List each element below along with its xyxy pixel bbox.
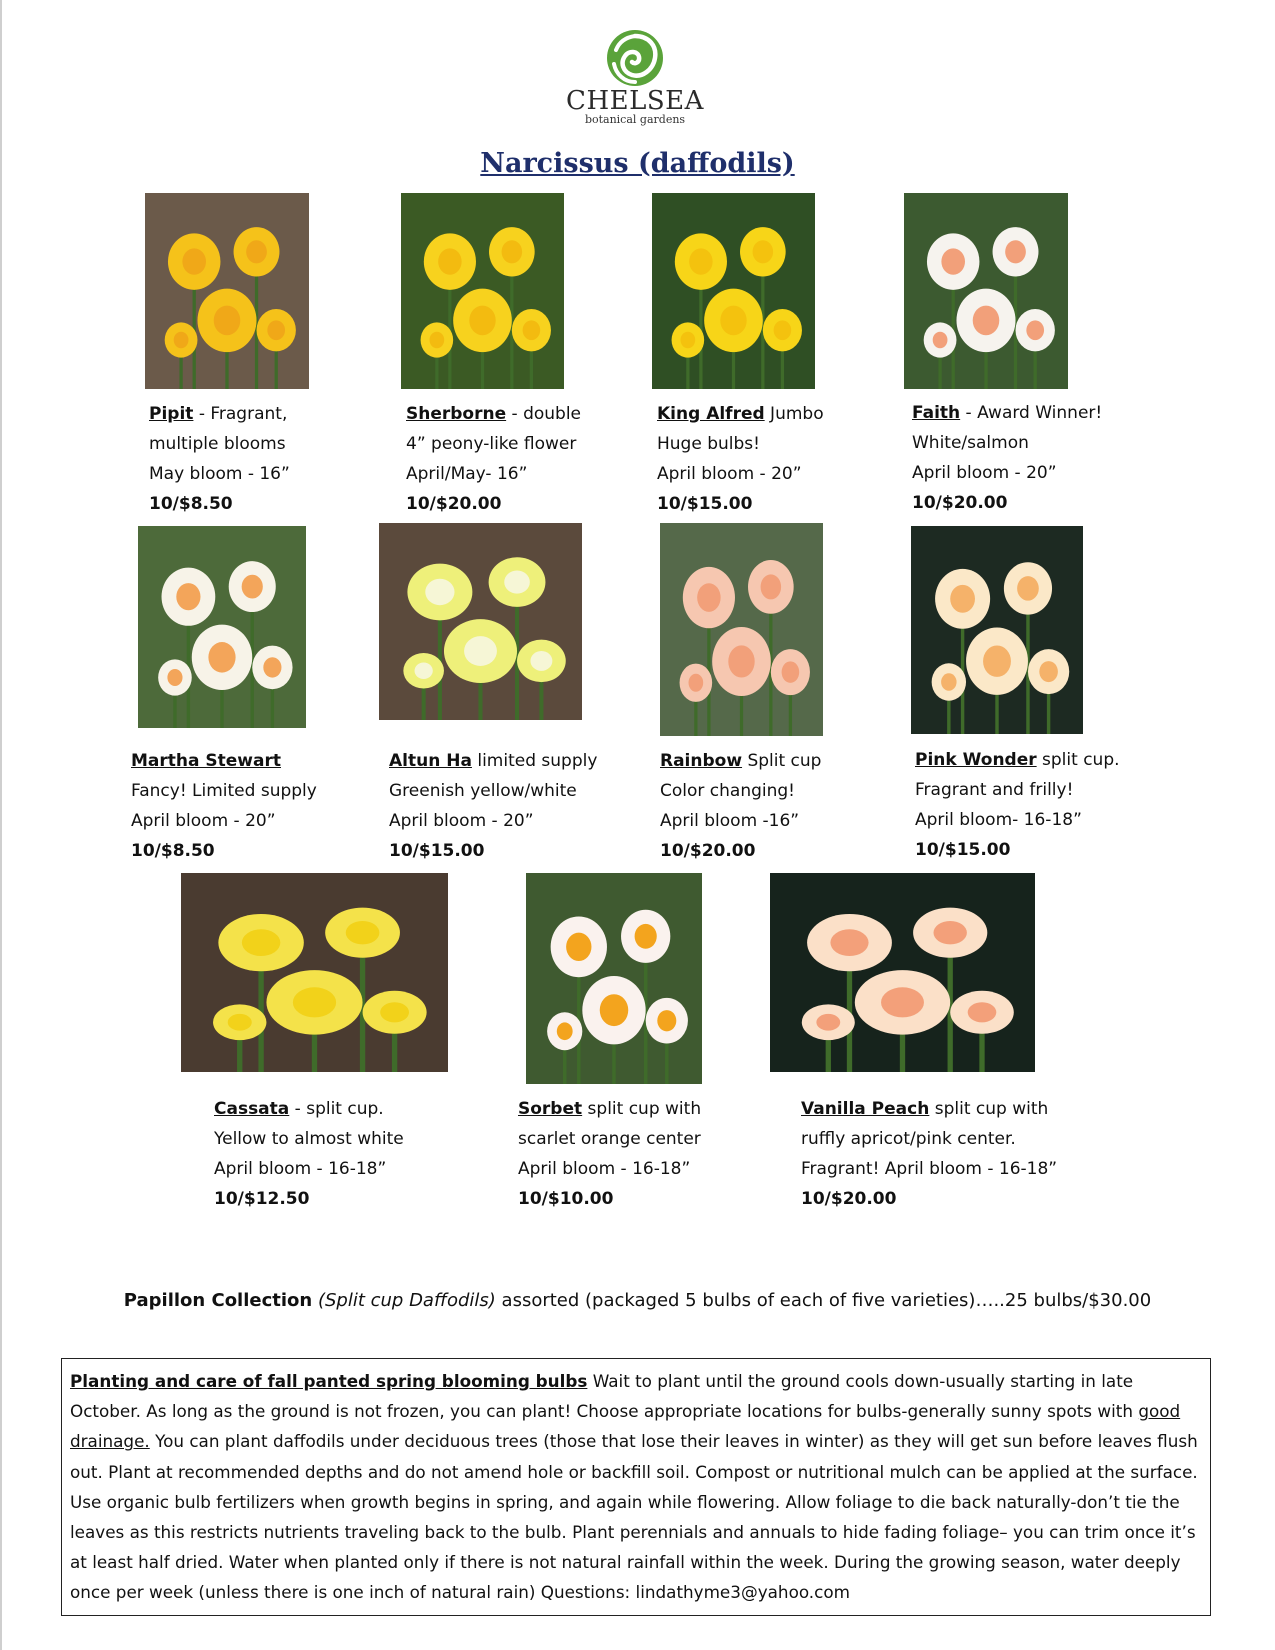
logo-subtitle: botanical gardens (584, 113, 686, 126)
daffodil-photo-icon (138, 526, 306, 728)
product-price: 10/$20.00 (801, 1189, 897, 1209)
product-name: Pipit (149, 404, 194, 424)
product-price: 10/$20.00 (406, 494, 502, 514)
collection-name: Papillon Collection (123, 1290, 313, 1311)
product-price: 10/$15.00 (915, 840, 1011, 860)
product-price: 10/$12.50 (214, 1189, 310, 1209)
daffodil-photo (145, 193, 309, 389)
product-name: Sorbet (518, 1099, 583, 1119)
product-name: Vanilla Peach (801, 1099, 930, 1119)
chelsea-logo (560, 28, 710, 126)
daffodil-photo-icon (911, 526, 1083, 734)
product-price: 10/$8.50 (149, 494, 233, 514)
care-title: Planting and care of fall panted spring blooming bulbs (70, 1371, 588, 1391)
page-edge (0, 0, 2, 1650)
daffodil-photo (181, 873, 448, 1072)
product-sherborne: Sherborne - double 4” peony-like flower April/May- 16” 10/$20.00 (406, 399, 581, 519)
papillon-collection (0, 1290, 1275, 1311)
daffodil-photo (526, 873, 702, 1084)
daffodil-photo (660, 523, 823, 736)
daffodil-photo (911, 526, 1083, 734)
product-price: 10/$20.00 (660, 841, 756, 861)
logo-name: CHELSEA (566, 86, 704, 116)
product-name: Sherborne (406, 404, 507, 424)
daffodil-photo (379, 523, 582, 720)
product-rainbow: Rainbow Split cup Color changing! April bloom -16” 10/$20.00 (660, 746, 821, 866)
daffodil-photo (770, 873, 1035, 1072)
daffodil-photo-icon (660, 523, 823, 736)
daffodil-photo (138, 526, 306, 728)
product-price: 10/$20.00 (912, 493, 1008, 513)
collection-subtitle: (Split cup Daffodils) (317, 1290, 496, 1311)
daffodil-photo-icon (526, 873, 702, 1084)
product-price: 10/$10.00 (518, 1189, 614, 1209)
daffodil-photo (652, 193, 815, 389)
product-price: 10/$15.00 (657, 494, 753, 514)
product-martha-stewart: Martha Stewart Fancy! Limited supply April bloom - 20” 10/$8.50 (131, 746, 317, 866)
daffodil-photo-icon (401, 193, 564, 389)
product-name: Cassata (214, 1099, 290, 1119)
product-sorbet: Sorbet split cup with scarlet orange center April bloom - 16-18” 10/$10.00 (518, 1094, 701, 1214)
daffodil-photo-icon (379, 523, 582, 720)
daffodil-photo-icon (181, 873, 448, 1072)
product-name: Pink Wonder (915, 750, 1037, 770)
collection-text: assorted (packaged 5 bulbs of each of five varieties)…..25 bulbs/$30.00 (495, 1290, 1152, 1311)
product-name: Martha Stewart (131, 751, 281, 771)
daffodil-photo-icon (770, 873, 1035, 1072)
product-altun-ha: Altun Ha limited supply Greenish yellow/white April bloom - 20” 10/$15.00 (389, 746, 597, 866)
page-title: Narcissus (daffodils) (480, 148, 795, 179)
planting-care-box: Planting and care of fall panted spring blooming bulbs Wait to plant until the ground cools down-usually starting in late October. As long as the ground is not frozen, you can plant! Choose appropriate locations for bulbs-generally sunny spots with good drainage. You can plant daffodils under deciduous trees (those that lose their leaves in winter) as they will get sun before leaves flush out. Plant at recommended depths and do not amend hole or backfill soil. Compost or nutritional mulch can be applied at the surface. Use organic bulb fertilizers when growth begins in spring, and again while flowering. Allow foliage to die back naturally-don’t tie the leaves as this restricts nutrients traveling back to the bulb. Plant perennials and annuals to hide fading foliage– you can trim once it’s at least half dried. Water when planted only if there is not natural rainfall within the week. During the growing season, water deeply once per week (unless there is one inch of natural rain) Questions: lindathyme3@yahoo.com (61, 1358, 1211, 1616)
product-faith: Faith - Award Winner! White/salmon April bloom - 20” 10/$20.00 (912, 398, 1102, 518)
daffodil-photo (401, 193, 564, 389)
product-name: Faith (912, 403, 961, 423)
product-pipit: Pipit - Fragrant, multiple blooms May bloom - 16” 10/$8.50 (149, 399, 290, 519)
product-name: Rainbow (660, 751, 743, 771)
product-name: Altun Ha (389, 751, 472, 771)
product-name: King Alfred (657, 404, 765, 424)
product-price: 10/$15.00 (389, 841, 485, 861)
daffodil-photo (904, 193, 1068, 389)
rose-logo-icon (602, 28, 668, 88)
product-king-alfred: King Alfred Jumbo Huge bulbs! April bloom - 20” 10/$15.00 (657, 399, 824, 519)
daffodil-photo-icon (904, 193, 1068, 389)
product-pink-wonder: Pink Wonder split cup. Fragrant and frilly! April bloom- 16-18” 10/$15.00 (915, 745, 1120, 865)
daffodil-photo-icon (652, 193, 815, 389)
product-price: 10/$8.50 (131, 841, 215, 861)
product-cassata: Cassata - split cup. Yellow to almost white April bloom - 16-18” 10/$12.50 (214, 1094, 404, 1214)
daffodil-photo-icon (145, 193, 309, 389)
product-vanilla-peach: Vanilla Peach split cup with ruffly apricot/pink center. Fragrant! April bloom - 16-18” 10/$20.00 (801, 1094, 1057, 1214)
